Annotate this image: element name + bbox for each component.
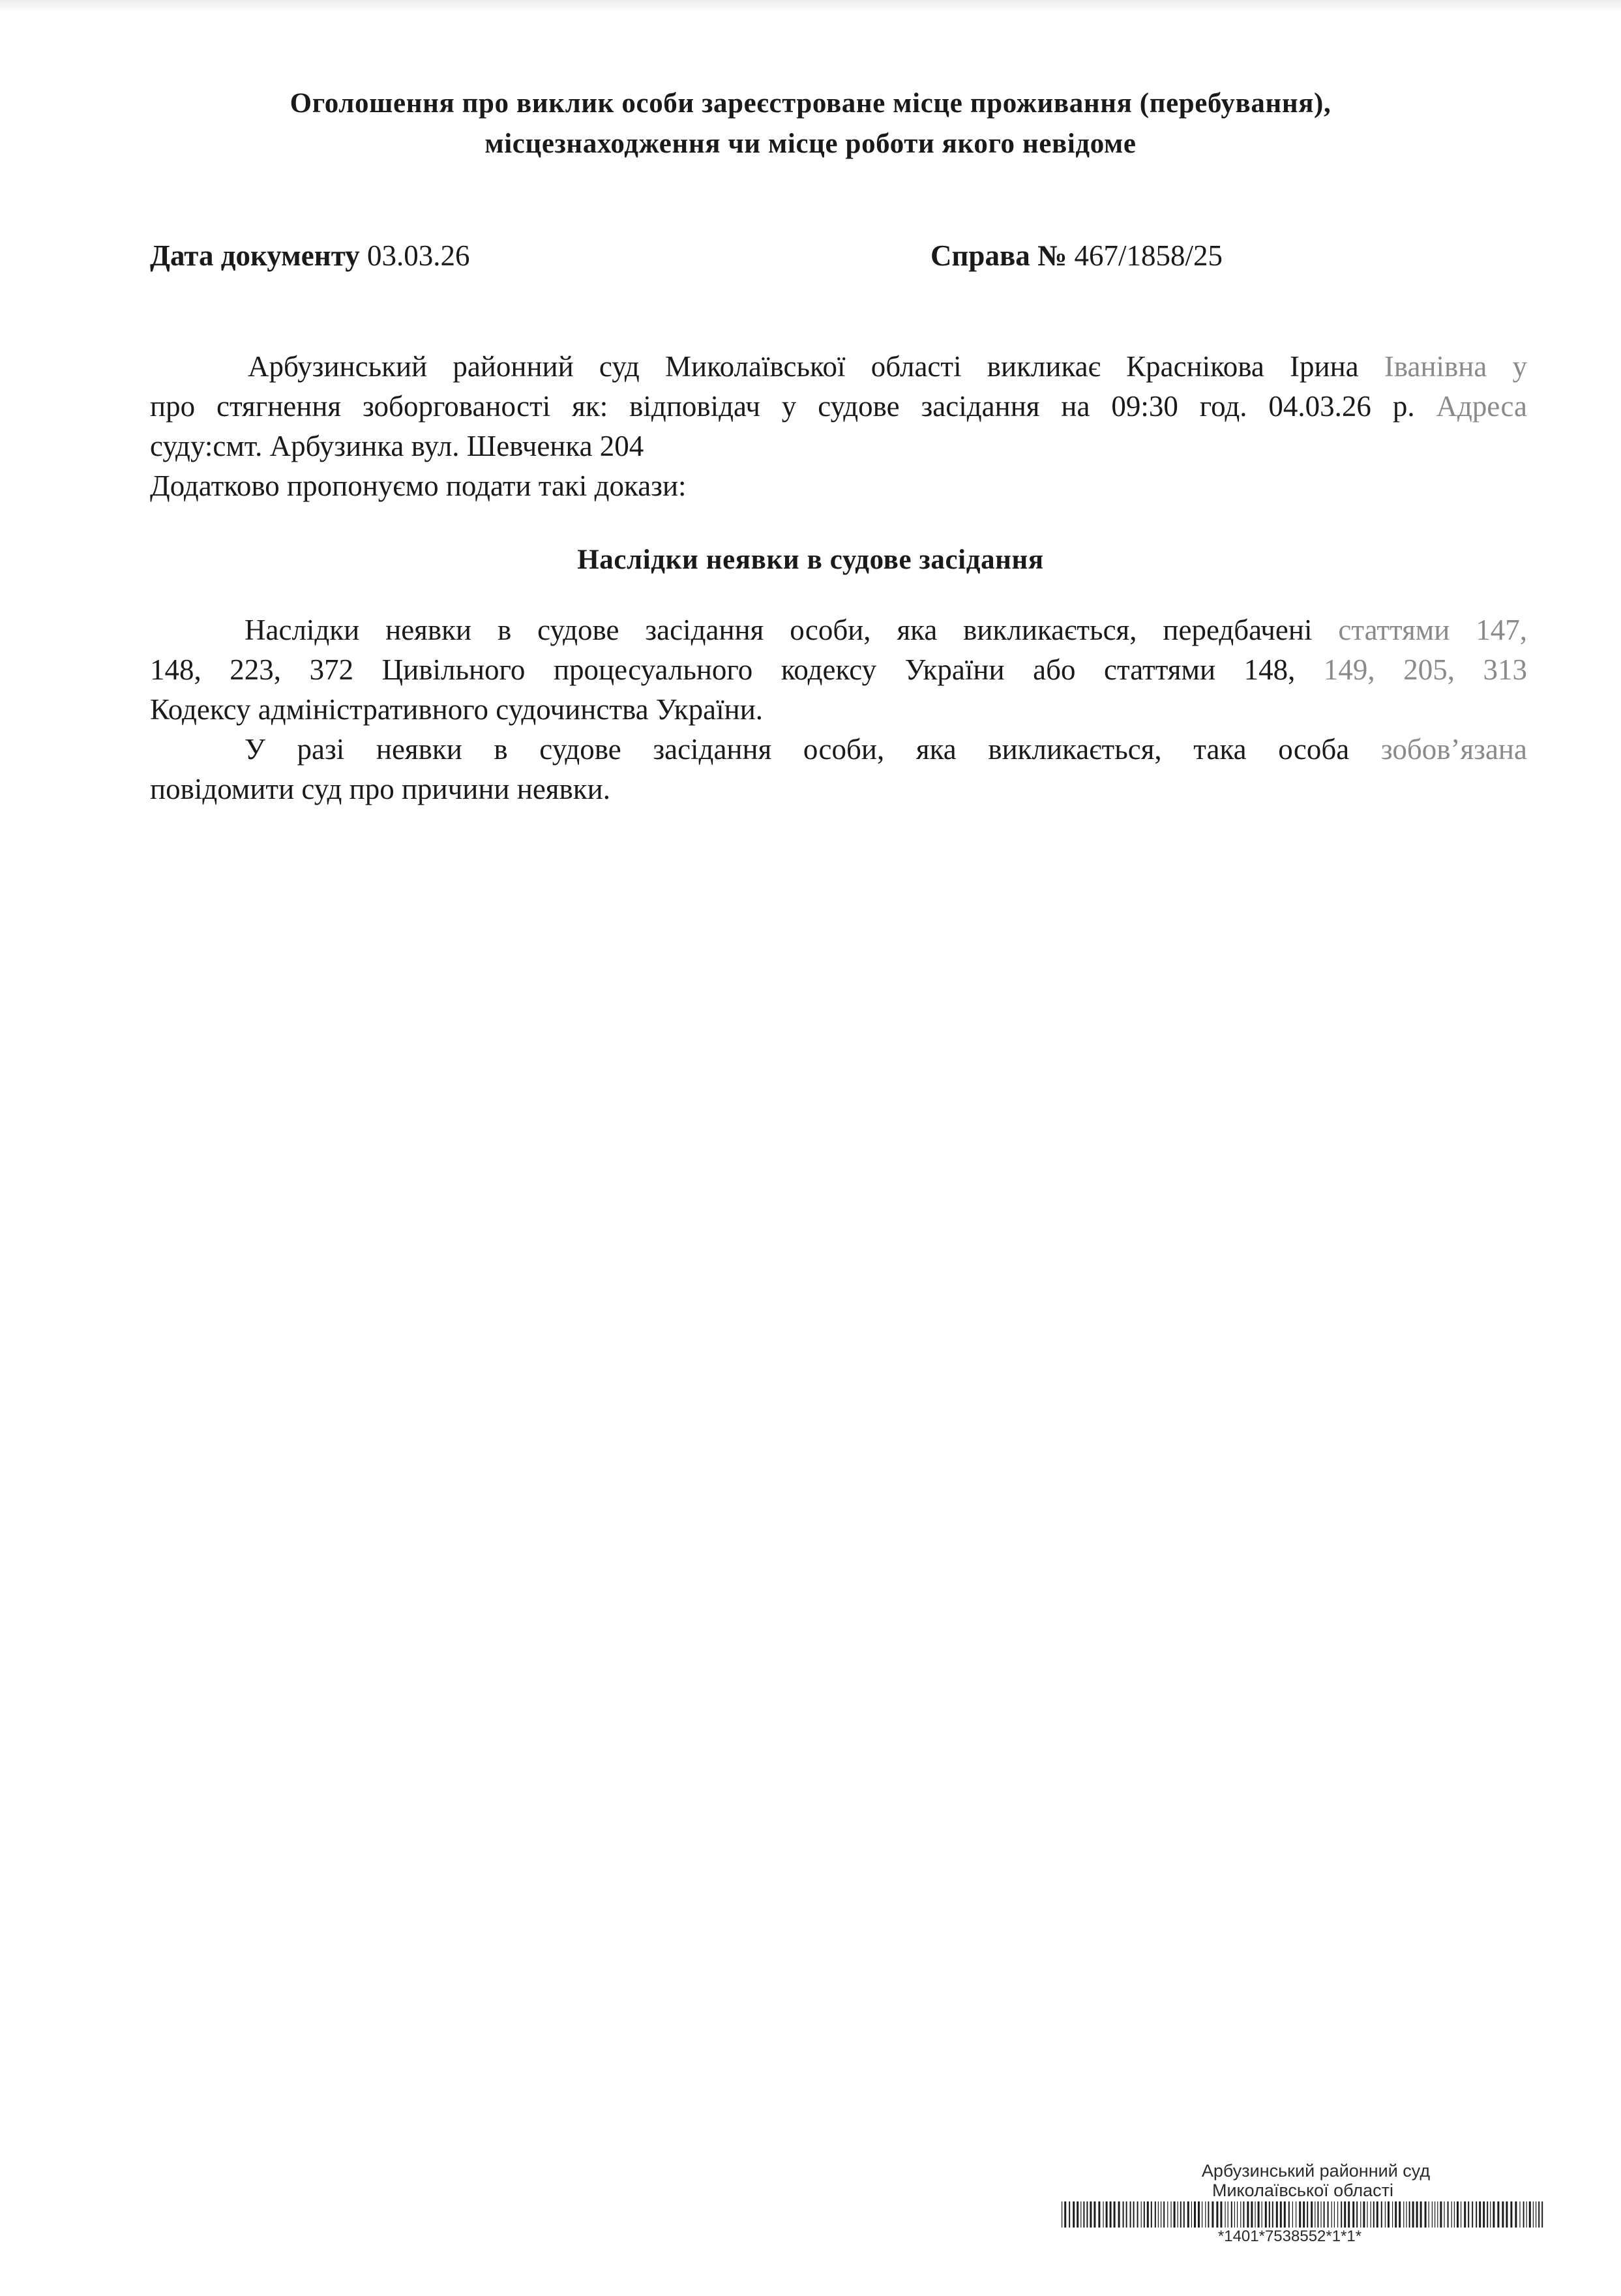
- barcode-bar: [1502, 2201, 1504, 2228]
- barcode-bar: [1086, 2201, 1088, 2228]
- barcode-bar: [1526, 2201, 1527, 2228]
- barcode-bar: [1324, 2201, 1325, 2228]
- barcode-bar: [1208, 2201, 1209, 2228]
- barcode-bar: [1194, 2201, 1196, 2228]
- barcode-bar: [1216, 2201, 1218, 2228]
- barcode-bar: [1448, 2201, 1449, 2228]
- barcode-bar: [1269, 2201, 1270, 2228]
- case-value: 467/1858/25: [1074, 239, 1223, 272]
- barcode-bar: [1490, 2201, 1491, 2228]
- barcode-bar: [1529, 2201, 1531, 2228]
- barcode-bar: [1337, 2201, 1338, 2228]
- barcode-bar: [1476, 2201, 1477, 2228]
- barcode-bar: [1303, 2201, 1305, 2228]
- barcode-bar: [1106, 2201, 1108, 2228]
- barcode-bar: [1363, 2201, 1365, 2228]
- barcode-bar: [1231, 2201, 1232, 2228]
- barcode-bar: [1114, 2201, 1116, 2228]
- barcode-bar: [1155, 2201, 1156, 2228]
- scan-edge-shadow: [0, 0, 1621, 12]
- summons-line-1-faded: Іванівна у: [1384, 350, 1527, 383]
- consequences-paragraph-1: [150, 610, 1527, 809]
- case-label: Справа №: [930, 239, 1067, 272]
- barcode-bar: [1147, 2201, 1149, 2228]
- barcode-bar: [1174, 2201, 1176, 2228]
- barcode-bar: [1272, 2201, 1273, 2228]
- barcode-bar: [1110, 2201, 1112, 2228]
- summons-line-2-faded: Адреса: [1436, 390, 1527, 423]
- summons-line-1: [150, 347, 1527, 387]
- barcode-bar: [1385, 2201, 1386, 2228]
- barcode-bar: [1069, 2201, 1070, 2228]
- barcode-bar: [1331, 2201, 1332, 2228]
- date-label: Дата документу: [150, 239, 360, 272]
- barcode-bar: [1409, 2201, 1410, 2228]
- barcode-bar: [1284, 2201, 1286, 2228]
- barcode-bar: [1420, 2201, 1422, 2228]
- barcode-bar: [1251, 2201, 1253, 2228]
- barcode-bar: [1167, 2201, 1168, 2228]
- consequences-p1-line-2-faded: 149, 205, 313: [1323, 653, 1528, 686]
- barcode-bar: [1240, 2201, 1241, 2228]
- case-number: [930, 235, 1223, 276]
- barcode-bar: [1137, 2201, 1138, 2228]
- barcode-bar: [1541, 2201, 1543, 2228]
- barcode-bar: [1163, 2201, 1165, 2228]
- barcode-bar: [1328, 2201, 1329, 2228]
- barcode-bar: [1493, 2201, 1495, 2228]
- barcode-bar: [1258, 2201, 1260, 2228]
- barcode-bar: [1425, 2201, 1427, 2228]
- consequences-p2-line-2: повідомити суд про причини неявки.: [150, 773, 610, 805]
- summons-paragraph: [150, 347, 1527, 506]
- barcode-bar: [1093, 2201, 1095, 2228]
- barcode-bar: [1457, 2201, 1459, 2228]
- stamp-barcode-number: *1401*7538552*1*1*: [1217, 2228, 1362, 2245]
- barcode-bar: [1073, 2201, 1075, 2228]
- document-meta: [150, 235, 1471, 276]
- title-line-1: Оголошення про виклик особи зареєстроване місце проживання (перебування),: [290, 88, 1331, 119]
- barcode-bar: [1487, 2201, 1488, 2228]
- barcode-bar: [1348, 2201, 1350, 2228]
- barcode-bar: [1234, 2201, 1235, 2228]
- barcode-bar: [1180, 2201, 1182, 2228]
- barcode-bar: [1320, 2201, 1321, 2228]
- barcode-bar: [1519, 2201, 1520, 2228]
- barcode-bar: [1451, 2201, 1452, 2228]
- date-value: 03.03.26: [366, 239, 470, 272]
- document-date: [150, 235, 469, 276]
- barcode-bar: [1187, 2201, 1189, 2228]
- summons-line-4: Додатково пропонуємо подати такі докази:: [150, 470, 687, 502]
- barcode-bar: [1090, 2201, 1092, 2228]
- barcode-bar: [1133, 2201, 1135, 2228]
- barcode-bar: [1538, 2201, 1539, 2228]
- barcode-bar: [1292, 2201, 1293, 2228]
- barcode-bar: [1497, 2201, 1499, 2228]
- barcode-bar: [1307, 2201, 1308, 2228]
- barcode-bar: [1464, 2201, 1466, 2228]
- barcode-bar: [1288, 2201, 1290, 2228]
- barcode-bar: [1373, 2201, 1375, 2228]
- barcode-bar: [1506, 2201, 1508, 2228]
- barcode-bar: [1432, 2201, 1433, 2228]
- summons-line-2-main: про стягнення зоборгованості як: відповідач у судове засідання на 09:30 год. 04.03.26 р.: [150, 390, 1436, 423]
- barcode-bar: [1392, 2201, 1393, 2228]
- stamp-court-region: Миколаївської області: [1212, 2181, 1394, 2200]
- barcode-bar: [1118, 2201, 1120, 2228]
- barcode-bar: [1356, 2201, 1358, 2228]
- barcode-bar: [1416, 2201, 1418, 2228]
- barcode-bar: [1243, 2201, 1244, 2228]
- barcode-bar: [1395, 2201, 1397, 2228]
- barcode-bar: [1220, 2201, 1222, 2228]
- barcode-bar: [1341, 2201, 1342, 2228]
- stamp-court-name: Арбузинський районний суд: [1201, 2161, 1431, 2181]
- consequences-p1-line-1: [150, 610, 1527, 650]
- barcode-bar: [1360, 2201, 1361, 2228]
- barcode-bar: [1376, 2201, 1378, 2228]
- barcode-bar: [1151, 2201, 1152, 2228]
- barcode-bar: [1412, 2201, 1414, 2228]
- barcode-bar: [1468, 2201, 1469, 2228]
- barcode-bar: [1483, 2201, 1485, 2228]
- consequences-p1-line-1-faded: статтями 147,: [1338, 614, 1528, 646]
- barcode-bar: [1126, 2201, 1127, 2228]
- barcode-bar: [1334, 2201, 1335, 2228]
- barcode-bar: [1141, 2201, 1142, 2228]
- barcode-bar: [1205, 2201, 1206, 2228]
- barcode-bar: [1064, 2201, 1066, 2228]
- barcode-bar: [1144, 2201, 1145, 2228]
- barcode-bar: [1523, 2201, 1524, 2228]
- barcode-bar: [1098, 2201, 1100, 2228]
- barcode-bar: [1440, 2201, 1442, 2228]
- barcode-image: [1062, 2201, 1544, 2228]
- barcode-bar: [1510, 2201, 1512, 2228]
- barcode-bar: [1123, 2201, 1124, 2228]
- barcode-bar: [1437, 2201, 1438, 2228]
- barcode-bar: [1472, 2201, 1473, 2228]
- consequences-heading: Наслідки неявки в судове засідання: [577, 544, 1044, 575]
- barcode-bar: [1083, 2201, 1084, 2228]
- barcode-bar: [1515, 2201, 1517, 2228]
- barcode-bar: [1198, 2201, 1200, 2228]
- barcode-bar: [1158, 2201, 1159, 2228]
- barcode-bar: [1311, 2201, 1313, 2228]
- barcode-bar: [1212, 2201, 1213, 2228]
- consequences-p2-line-1-main: У разі неявки в судове засідання особи, яка викликається, така особа: [245, 733, 1381, 766]
- barcode-bar: [1077, 2201, 1078, 2228]
- barcode-bar: [1191, 2201, 1192, 2228]
- consequences-p2-line-1: [150, 730, 1527, 769]
- summons-line-3: суду:смт. Арбузинка вул. Шевченка 204: [150, 430, 644, 462]
- barcode-bar: [1317, 2201, 1318, 2228]
- consequences-p2-line-1-faded: зобов’язана: [1380, 733, 1527, 766]
- barcode-bar: [1237, 2201, 1238, 2228]
- barcode-bar: [1399, 2201, 1401, 2228]
- barcode-bar: [1276, 2201, 1278, 2228]
- summons-line-1-main: Арбузинський районний суд Миколаївської області викликає Краснікова Ірина: [248, 350, 1384, 383]
- barcode-bar: [1381, 2201, 1382, 2228]
- barcode-bar: [1533, 2201, 1534, 2228]
- barcode-bar: [1183, 2201, 1185, 2228]
- barcode-bar: [1280, 2201, 1282, 2228]
- barcode-bar: [1170, 2201, 1171, 2228]
- barcode-bar: [1130, 2201, 1131, 2228]
- barcode-bar: [1454, 2201, 1455, 2228]
- barcode-bar: [1352, 2201, 1354, 2228]
- consequences-p1-line-2: [150, 650, 1527, 690]
- barcode-bar: [1299, 2201, 1301, 2228]
- document-title: [150, 83, 1471, 164]
- barcode-bar: [1388, 2201, 1390, 2228]
- court-barcode-stamp: [1062, 2161, 1544, 2246]
- barcode-bar: [1344, 2201, 1346, 2228]
- title-line-2: місцезнаходження чи місце роботи якого невідоме: [484, 128, 1137, 159]
- consequences-p1-line-3: Кодексу адміністративного судочинства України.: [150, 693, 764, 726]
- consequences-p1-line-1-main: Наслідки неявки в судове засідання особи, яка викликається, передбачені: [245, 614, 1339, 646]
- barcode-bar: [1403, 2201, 1404, 2228]
- barcode-bar: [1080, 2201, 1081, 2228]
- barcode-bar: [1479, 2201, 1481, 2228]
- barcode-bar: [1247, 2201, 1249, 2228]
- summons-line-2: [150, 387, 1527, 426]
- consequences-p1-line-2-main: 148, 223, 372 Цивільного процесуального кодексу України або статтями 148,: [150, 653, 1324, 686]
- barcode-bar: [1265, 2201, 1267, 2228]
